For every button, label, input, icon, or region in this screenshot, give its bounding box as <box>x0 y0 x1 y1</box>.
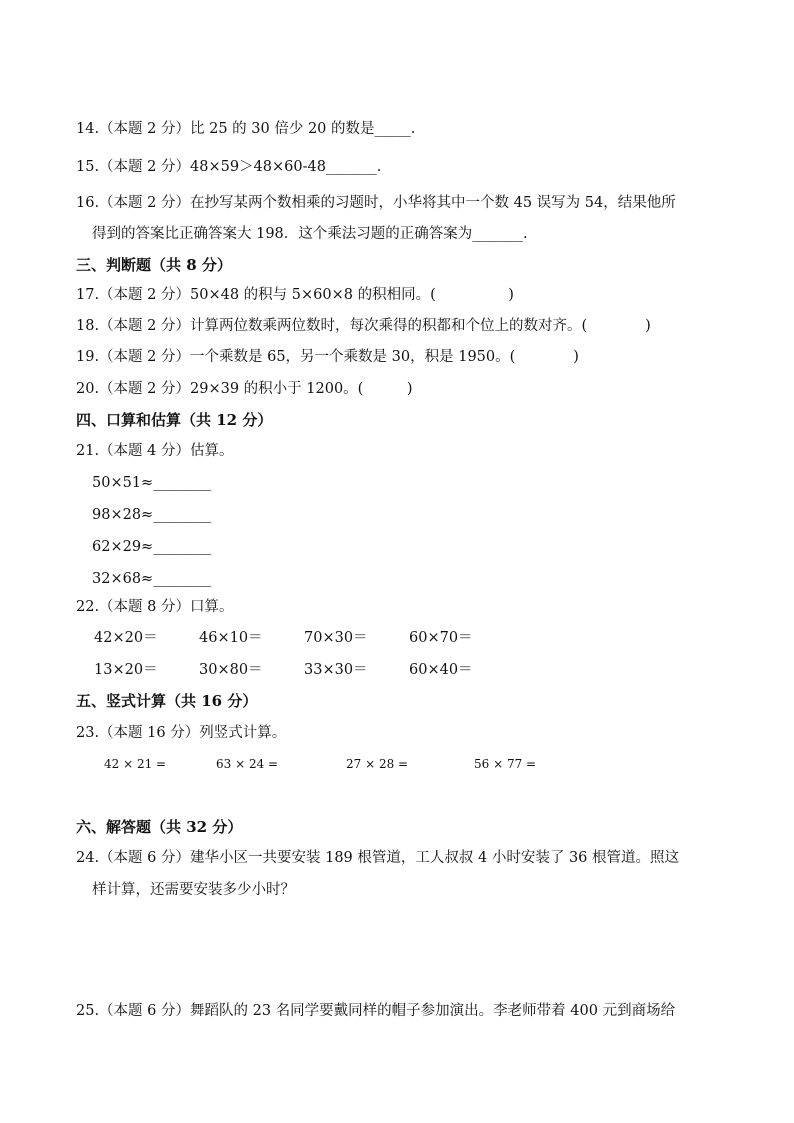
question-24-line-1: 24.（本题 6 分）建华小区一共要安装 189 根管道，工人叔叔 4 小时安装了 36 根管道。照这 <box>76 850 680 866</box>
vertical-calc-item: 63 × 24 = <box>216 757 279 771</box>
section-6-title: 六、解答题（共 32 分） <box>76 818 243 836</box>
question-16-line-1: 16.（本题 2 分）在抄写某两个数相乘的习题时，小华将其中一个数 45 误写为 54，结果他所 <box>76 195 676 211</box>
question-20: 20.（本题 2 分）29×39 的积小于 1200。( ) <box>76 381 413 397</box>
estimate-item: 62×29≈________ <box>92 539 212 555</box>
mental-math-item: 13×20＝ <box>94 662 158 678</box>
vertical-calc-item: 56 × 77 = <box>474 757 537 771</box>
mental-math-item: 60×70＝ <box>409 630 473 646</box>
question-19: 19.（本题 2 分）一个乘数是 65，另一个乘数是 30，积是 1950。( ) <box>76 349 579 365</box>
question-18: 18.（本题 2 分）计算两位数乘两位数时，每次乘得的积都和个位上的数对齐。( ) <box>76 318 651 334</box>
question-14: 14.（本题 2 分）比 25 的 30 倍少 20 的数是_____. <box>76 121 416 137</box>
section-4-title: 四、口算和估算（共 12 分） <box>76 411 273 429</box>
question-25-line-1: 25.（本题 6 分）舞蹈队的 23 名同学要戴同样的帽子参加演出。李老师带着 400 元到商场给 <box>76 1003 676 1019</box>
question-17: 17.（本题 2 分）50×48 的积与 5×60×8 的积相同。( ) <box>76 287 514 303</box>
question-22: 22.（本题 8 分）口算。 <box>76 599 234 615</box>
vertical-calc-item: 42 × 21 = <box>104 757 167 771</box>
mental-math-item: 42×20＝ <box>94 630 158 646</box>
question-24-line-2: 样计算，还需要安装多少小时？ <box>92 882 295 898</box>
question-16-line-2: 得到的答案比正确答案大 198．这个乘法习题的正确答案为_______. <box>92 226 528 242</box>
mental-math-item: 46×10＝ <box>199 630 263 646</box>
mental-math-item: 70×30＝ <box>304 630 368 646</box>
mental-math-item: 60×40＝ <box>409 662 473 678</box>
section-5-title: 五、竖式计算（共 16 分） <box>76 692 258 710</box>
mental-math-item: 33×30＝ <box>304 662 368 678</box>
estimate-item: 32×68≈________ <box>92 571 212 587</box>
section-3-title: 三、判断题（共 8 分） <box>76 256 232 274</box>
mental-math-item: 30×80＝ <box>199 662 263 678</box>
question-23: 23.（本题 16 分）列竖式计算。 <box>76 725 287 741</box>
estimate-item: 50×51≈________ <box>92 475 212 491</box>
vertical-calc-item: 27 × 28 = <box>346 757 409 771</box>
estimate-item: 98×28≈________ <box>92 507 212 523</box>
question-21: 21.（本题 4 分）估算。 <box>76 443 234 459</box>
question-15: 15.（本题 2 分）48×59＞48×60-48_______. <box>76 159 382 175</box>
